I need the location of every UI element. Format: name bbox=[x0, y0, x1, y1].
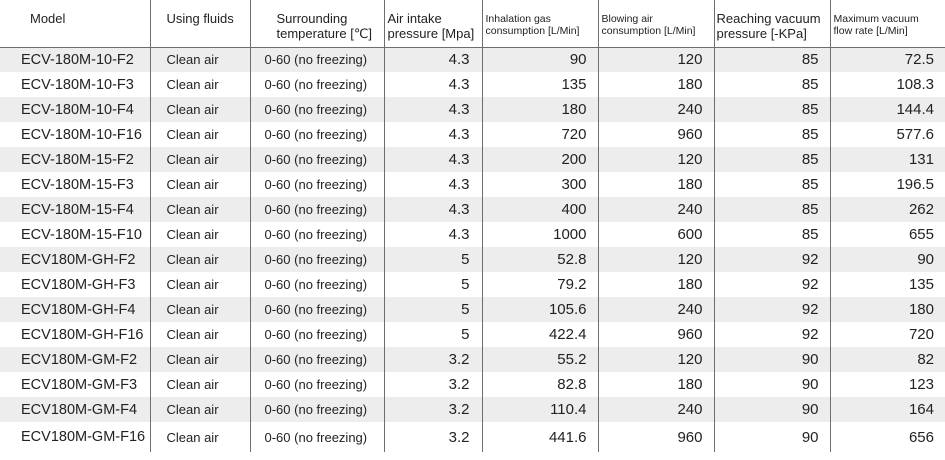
header-model bbox=[0, 0, 150, 47]
table-row bbox=[0, 322, 945, 347]
cell-flow-rate: 164 bbox=[830, 397, 945, 422]
cell-vacuum: 85 bbox=[714, 97, 830, 122]
cell-fluid: Clean air bbox=[150, 322, 250, 347]
cell-inhalation: 720 bbox=[482, 122, 598, 147]
cell-air-intake: 5 bbox=[384, 247, 482, 272]
cell-model: ECV180M-GM-F3 bbox=[21, 376, 138, 393]
cell-flow-rate: 720 bbox=[830, 322, 945, 347]
header-row bbox=[0, 0, 945, 47]
header-fluid bbox=[150, 0, 250, 47]
table-body bbox=[0, 47, 945, 452]
table-row bbox=[0, 47, 945, 72]
cell-inhalation: 55.2 bbox=[482, 347, 598, 372]
cell-blowing: 120 bbox=[598, 247, 714, 272]
header-inhalation-line1: Inhalation gas bbox=[485, 13, 551, 25]
header-vacuum bbox=[714, 0, 830, 47]
cell-air-intake: 4.3 bbox=[384, 72, 482, 97]
cell-fluid: Clean air bbox=[150, 47, 250, 72]
cell-flow-rate: 655 bbox=[830, 222, 945, 247]
cell-temperature: 0-60 (no freezing) bbox=[250, 397, 384, 422]
cell-vacuum: 92 bbox=[714, 322, 830, 347]
cell-temperature: 0-60 (no freezing) bbox=[250, 347, 384, 372]
table-header bbox=[0, 0, 945, 47]
cell-blowing: 240 bbox=[598, 97, 714, 122]
cell-blowing: 180 bbox=[598, 372, 714, 397]
cell-temperature: 0-60 (no freezing) bbox=[250, 222, 384, 247]
cell-air-intake: 3.2 bbox=[384, 422, 482, 452]
cell-vacuum: 85 bbox=[714, 47, 830, 72]
header-temperature-line1: Surrounding bbox=[276, 11, 348, 26]
table-row bbox=[0, 347, 945, 372]
cell-fluid: Clean air bbox=[150, 97, 250, 122]
header-temperature bbox=[250, 0, 384, 47]
cell-model: ECV-180M-10-F2 bbox=[21, 51, 134, 68]
cell-vacuum: 85 bbox=[714, 147, 830, 172]
table-row bbox=[0, 97, 945, 122]
cell-model: ECV-180M-15-F4 bbox=[21, 201, 134, 218]
table-row bbox=[0, 372, 945, 397]
header-vacuum-line1: Reaching vacuum bbox=[716, 11, 821, 26]
table-row bbox=[0, 397, 945, 422]
cell-temperature: 0-60 (no freezing) bbox=[250, 272, 384, 297]
cell-blowing: 180 bbox=[598, 72, 714, 97]
cell-blowing: 240 bbox=[598, 197, 714, 222]
cell-fluid: Clean air bbox=[150, 397, 250, 422]
cell-model: ECV180M-GH-F4 bbox=[21, 301, 136, 318]
cell-flow-rate: 108.3 bbox=[830, 72, 945, 97]
cell-temperature: 0-60 (no freezing) bbox=[250, 47, 384, 72]
cell-inhalation: 300 bbox=[482, 172, 598, 197]
cell-model: ECV180M-GM-F4 bbox=[21, 401, 138, 418]
cell-air-intake: 5 bbox=[384, 297, 482, 322]
cell-air-intake: 4.3 bbox=[384, 147, 482, 172]
table-row bbox=[0, 222, 945, 247]
cell-air-intake: 4.3 bbox=[384, 47, 482, 72]
cell-vacuum: 92 bbox=[714, 247, 830, 272]
cell-fluid: Clean air bbox=[150, 72, 250, 97]
table-row bbox=[0, 272, 945, 297]
table-row bbox=[0, 247, 945, 272]
cell-flow-rate: 123 bbox=[830, 372, 945, 397]
cell-blowing: 120 bbox=[598, 347, 714, 372]
cell-inhalation: 1000 bbox=[482, 222, 598, 247]
cell-inhalation: 400 bbox=[482, 197, 598, 222]
cell-model: ECV180M-GH-F16 bbox=[21, 326, 144, 343]
cell-temperature: 0-60 (no freezing) bbox=[250, 247, 384, 272]
cell-model: ECV180M-GM-F16 bbox=[21, 429, 146, 445]
header-blowing-line2: consumption [L/Min] bbox=[601, 25, 696, 38]
cell-temperature: 0-60 (no freezing) bbox=[250, 422, 384, 452]
cell-fluid: Clean air bbox=[150, 147, 250, 172]
cell-air-intake: 5 bbox=[384, 272, 482, 297]
cell-flow-rate: 656 bbox=[830, 422, 945, 452]
cell-air-intake: 4.3 bbox=[384, 197, 482, 222]
cell-vacuum: 85 bbox=[714, 122, 830, 147]
cell-blowing: 240 bbox=[598, 297, 714, 322]
table-row bbox=[0, 422, 945, 452]
cell-air-intake: 4.3 bbox=[384, 222, 482, 247]
cell-model: ECV-180M-15-F2 bbox=[21, 151, 134, 168]
cell-inhalation: 135 bbox=[482, 72, 598, 97]
header-blowing bbox=[598, 0, 714, 47]
cell-temperature: 0-60 (no freezing) bbox=[250, 122, 384, 147]
table-row bbox=[0, 122, 945, 147]
cell-vacuum: 92 bbox=[714, 272, 830, 297]
cell-vacuum: 90 bbox=[714, 397, 830, 422]
cell-inhalation: 90 bbox=[482, 47, 598, 72]
cell-temperature: 0-60 (no freezing) bbox=[250, 322, 384, 347]
cell-inhalation: 105.6 bbox=[482, 297, 598, 322]
cell-inhalation: 82.8 bbox=[482, 372, 598, 397]
cell-flow-rate: 82 bbox=[830, 347, 945, 372]
cell-temperature: 0-60 (no freezing) bbox=[250, 297, 384, 322]
cell-model: ECV180M-GH-F3 bbox=[21, 276, 136, 293]
table-row bbox=[0, 147, 945, 172]
cell-inhalation: 110.4 bbox=[482, 397, 598, 422]
cell-inhalation: 441.6 bbox=[482, 422, 598, 452]
header-model-label: Model bbox=[30, 11, 66, 26]
cell-flow-rate: 135 bbox=[830, 272, 945, 297]
cell-fluid: Clean air bbox=[150, 172, 250, 197]
cell-blowing: 120 bbox=[598, 147, 714, 172]
cell-flow-rate: 180 bbox=[830, 297, 945, 322]
cell-model: ECV-180M-15-F3 bbox=[21, 176, 134, 193]
cell-air-intake: 4.3 bbox=[384, 97, 482, 122]
header-inhalation-line2: consumption [L/Min] bbox=[485, 25, 580, 38]
cell-fluid: Clean air bbox=[150, 122, 250, 147]
cell-flow-rate: 72.5 bbox=[830, 47, 945, 72]
cell-blowing: 120 bbox=[598, 47, 714, 72]
cell-fluid: Clean air bbox=[150, 297, 250, 322]
header-air-intake-line1: Air intake bbox=[387, 11, 442, 26]
cell-model: ECV-180M-15-F10 bbox=[21, 226, 142, 243]
header-air-intake-line2: pressure [Mpa] bbox=[387, 25, 475, 41]
cell-fluid: Clean air bbox=[150, 197, 250, 222]
cell-vacuum: 85 bbox=[714, 197, 830, 222]
cell-flow-rate: 196.5 bbox=[830, 172, 945, 197]
cell-air-intake: 4.3 bbox=[384, 122, 482, 147]
cell-model: ECV180M-GM-F2 bbox=[21, 351, 138, 368]
table-row bbox=[0, 172, 945, 197]
cell-air-intake: 4.3 bbox=[384, 172, 482, 197]
cell-vacuum: 85 bbox=[714, 222, 830, 247]
cell-vacuum: 85 bbox=[714, 72, 830, 97]
cell-temperature: 0-60 (no freezing) bbox=[250, 197, 384, 222]
cell-air-intake: 3.2 bbox=[384, 347, 482, 372]
cell-fluid: Clean air bbox=[150, 247, 250, 272]
header-inhalation bbox=[482, 0, 598, 47]
cell-temperature: 0-60 (no freezing) bbox=[250, 147, 384, 172]
cell-temperature: 0-60 (no freezing) bbox=[250, 97, 384, 122]
cell-air-intake: 3.2 bbox=[384, 372, 482, 397]
cell-flow-rate: 144.4 bbox=[830, 97, 945, 122]
cell-fluid: Clean air bbox=[150, 422, 250, 452]
cell-vacuum: 92 bbox=[714, 297, 830, 322]
cell-vacuum: 90 bbox=[714, 347, 830, 372]
cell-temperature: 0-60 (no freezing) bbox=[250, 172, 384, 197]
cell-fluid: Clean air bbox=[150, 222, 250, 247]
cell-fluid: Clean air bbox=[150, 347, 250, 372]
header-flow-rate-line1: Maximum vacuum bbox=[833, 13, 919, 25]
table-row bbox=[0, 197, 945, 222]
header-air-intake bbox=[384, 0, 482, 47]
header-flow-rate bbox=[830, 0, 945, 47]
cell-temperature: 0-60 (no freezing) bbox=[250, 72, 384, 97]
cell-model: ECV-180M-10-F3 bbox=[21, 76, 134, 93]
cell-flow-rate: 577.6 bbox=[830, 122, 945, 147]
cell-vacuum: 85 bbox=[714, 172, 830, 197]
header-fluid-label: Using fluids bbox=[166, 11, 234, 26]
table-row bbox=[0, 297, 945, 322]
cell-blowing: 600 bbox=[598, 222, 714, 247]
cell-blowing: 960 bbox=[598, 322, 714, 347]
header-temperature-line2: temperature [℃] bbox=[276, 25, 373, 41]
cell-flow-rate: 90 bbox=[830, 247, 945, 272]
cell-vacuum: 90 bbox=[714, 372, 830, 397]
cell-model: ECV-180M-10-F16 bbox=[21, 126, 142, 143]
cell-temperature: 0-60 (no freezing) bbox=[250, 372, 384, 397]
cell-fluid: Clean air bbox=[150, 272, 250, 297]
cell-blowing: 960 bbox=[598, 422, 714, 452]
cell-inhalation: 422.4 bbox=[482, 322, 598, 347]
header-flow-rate-line2: flow rate [L/Min] bbox=[833, 25, 908, 38]
cell-model: ECV180M-GH-F2 bbox=[21, 251, 136, 268]
cell-inhalation: 52.8 bbox=[482, 247, 598, 272]
cell-air-intake: 5 bbox=[384, 322, 482, 347]
cell-blowing: 180 bbox=[598, 272, 714, 297]
cell-air-intake: 3.2 bbox=[384, 397, 482, 422]
cell-vacuum: 90 bbox=[714, 422, 830, 452]
table-row bbox=[0, 72, 945, 97]
cell-fluid: Clean air bbox=[150, 372, 250, 397]
cell-flow-rate: 131 bbox=[830, 147, 945, 172]
cell-blowing: 180 bbox=[598, 172, 714, 197]
cell-flow-rate: 262 bbox=[830, 197, 945, 222]
cell-inhalation: 180 bbox=[482, 97, 598, 122]
cell-blowing: 960 bbox=[598, 122, 714, 147]
header-vacuum-line2: pressure [-KPa] bbox=[716, 25, 807, 41]
header-blowing-line1: Blowing air bbox=[601, 13, 653, 25]
cell-blowing: 240 bbox=[598, 397, 714, 422]
cell-inhalation: 79.2 bbox=[482, 272, 598, 297]
cell-inhalation: 200 bbox=[482, 147, 598, 172]
cell-model: ECV-180M-10-F4 bbox=[21, 101, 134, 118]
